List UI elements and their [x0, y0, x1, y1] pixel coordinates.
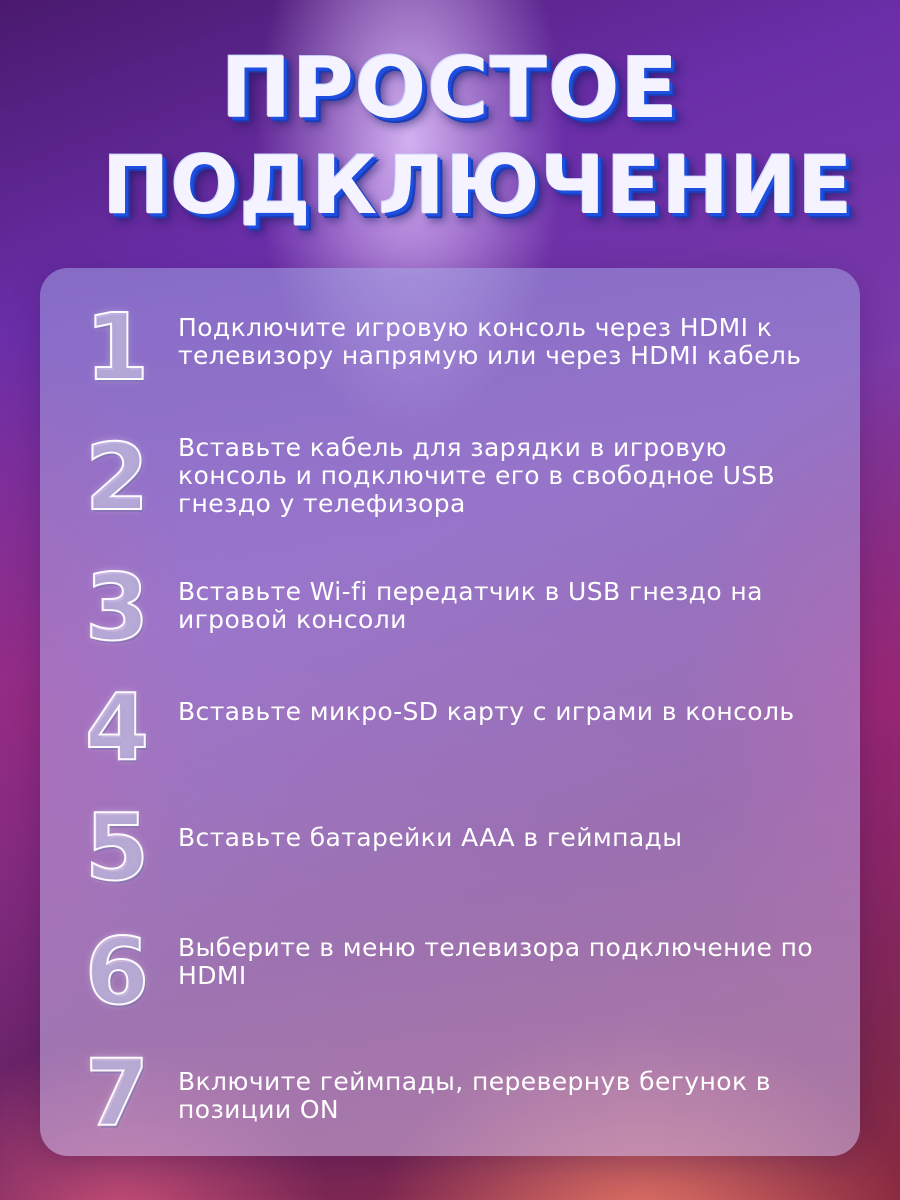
- step-3: [40, 554, 860, 661]
- step-text: Подключите игровую консоль через HDMI к телевизору напрямую или через HDMI кабель: [178, 313, 802, 370]
- step-number: 5: [84, 794, 149, 901]
- step-number: 7: [84, 1040, 149, 1147]
- instructions-card: [40, 268, 860, 1156]
- step-text: Выберите в меню телевизора подключение по HDMI: [178, 933, 814, 990]
- title-line-1: ПРОСТОЕ: [220, 39, 679, 137]
- step-number: 3: [84, 554, 149, 661]
- step-number: 1: [84, 294, 149, 401]
- step-text: Вставьте Wi-fi передатчик в USB гнездо на игровой консоли: [178, 577, 763, 634]
- step-6: [40, 918, 860, 1025]
- step-5: [40, 794, 860, 901]
- step-text: Вставьте микро-SD карту с играми в консоль: [178, 697, 795, 726]
- step-text: Вставьте кабель для зарядки в игровую консоль и подключите его в свободное USB гнездо у телефизора: [178, 433, 776, 518]
- step-2: [40, 424, 860, 531]
- step-text: Вставьте батарейки AAA в геймпады: [178, 823, 683, 852]
- step-number: 6: [84, 918, 149, 1025]
- step-1: [40, 294, 860, 401]
- step-text: Включите геймпады, перевернув бегунок в позиции ON: [178, 1067, 771, 1124]
- step-4: [40, 674, 860, 781]
- step-number: 2: [84, 424, 149, 531]
- step-number: 4: [84, 674, 149, 781]
- step-7: [40, 1040, 860, 1147]
- title-line-2: ПОДКЛЮЧЕНИЕ: [102, 139, 854, 232]
